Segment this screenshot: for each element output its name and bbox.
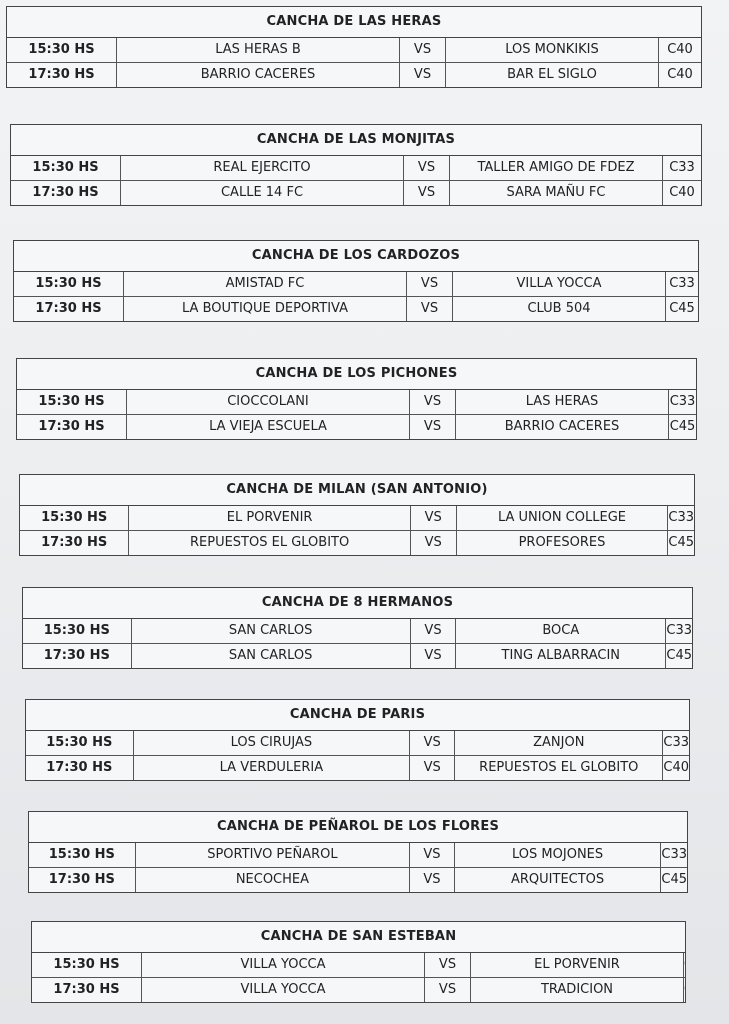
field-block-8-hermanos — [22, 587, 693, 669]
match-time: 17:30 HS — [29, 868, 136, 892]
home-team: LA VERDULERIA — [134, 756, 411, 780]
home-team: REAL EJERCITO — [121, 156, 404, 180]
away-team: LOS MOJONES — [455, 843, 662, 867]
home-team: REPUESTOS EL GLOBITO — [129, 531, 410, 555]
away-team: REPUESTOS EL GLOBITO — [455, 756, 663, 780]
home-team: CALLE 14 FC — [121, 181, 404, 205]
home-team: NECOCHEA — [136, 868, 410, 892]
away-team: LOS MONKIKIS — [446, 38, 659, 62]
match-time: 15:30 HS — [32, 953, 142, 977]
match-time: 15:30 HS — [26, 731, 134, 755]
field-title: CANCHA DE LOS PICHONES — [17, 359, 696, 390]
vs-label: VS — [411, 644, 456, 668]
match-row — [17, 415, 696, 439]
field-title: CANCHA DE 8 HERMANOS — [23, 588, 692, 619]
vs-label: VS — [425, 978, 471, 1002]
field-title: CANCHA DE PEÑAROL DE LOS FLORES — [29, 812, 687, 843]
category: C45 — [666, 648, 692, 663]
category — [684, 978, 685, 1002]
away-team: BOCA — [456, 619, 666, 643]
away-team: BARRIO CACERES — [456, 415, 669, 439]
field-block-paris — [25, 699, 690, 781]
category: C33 — [669, 160, 695, 175]
home-team: SAN CARLOS — [132, 619, 411, 643]
match-row — [32, 978, 685, 1002]
home-team: LAS HERAS B — [117, 38, 400, 62]
field-title: CANCHA DE LOS CARDOZOS — [14, 241, 698, 272]
match-row — [29, 843, 687, 868]
category: C45 — [668, 535, 694, 550]
match-row — [32, 953, 685, 978]
field-block-los-cardozos — [13, 240, 699, 322]
match-time: 15:30 HS — [23, 619, 132, 643]
match-time: 17:30 HS — [32, 978, 142, 1002]
match-row — [20, 506, 694, 531]
vs-label: VS — [407, 272, 453, 296]
match-row — [23, 619, 692, 644]
away-team: PROFESORES — [457, 531, 669, 555]
away-team: TALLER AMIGO DE FDEZ — [450, 156, 663, 180]
home-team: SAN CARLOS — [132, 644, 411, 668]
away-team: BAR EL SIGLO — [446, 63, 659, 87]
away-team: TRADICION — [471, 978, 684, 1002]
away-team: ZANJON — [455, 731, 663, 755]
category: C33 — [663, 735, 690, 750]
home-team: CIOCCOLANI — [127, 390, 410, 414]
match-row — [17, 390, 696, 415]
field-block-san-esteban — [31, 921, 686, 1003]
home-team: LA BOUTIQUE DEPORTIVA — [124, 297, 407, 321]
category: C33 — [669, 276, 695, 291]
away-team: LA UNION COLLEGE — [457, 506, 669, 530]
vs-label: VS — [410, 731, 455, 755]
match-row — [14, 272, 698, 297]
match-time: 17:30 HS — [23, 644, 132, 668]
match-time: 15:30 HS — [14, 272, 124, 296]
match-time: 17:30 HS — [11, 181, 121, 205]
category: C45 — [669, 419, 696, 434]
category: C45 — [669, 301, 695, 316]
category: C33 — [666, 623, 692, 638]
category: C33 — [661, 847, 687, 862]
match-row — [26, 731, 689, 756]
match-row — [20, 531, 694, 555]
home-team: SPORTIVO PEÑAROL — [136, 843, 410, 867]
field-block-las-monjitas — [10, 124, 702, 206]
home-team: VILLA YOCCA — [142, 978, 425, 1002]
match-row — [11, 156, 701, 181]
category: C40 — [663, 760, 690, 775]
match-time: 15:30 HS — [20, 506, 129, 530]
away-team: EL PORVENIR — [471, 953, 684, 977]
match-row — [11, 181, 701, 205]
vs-label: VS — [404, 181, 450, 205]
vs-label: VS — [400, 63, 446, 87]
home-team: LOS CIRUJAS — [134, 731, 411, 755]
vs-label: VS — [400, 38, 446, 62]
vs-label: VS — [410, 843, 455, 867]
vs-label: VS — [411, 619, 456, 643]
vs-label: VS — [410, 390, 456, 414]
vs-label: VS — [411, 506, 457, 530]
home-team: AMISTAD FC — [124, 272, 407, 296]
field-title: CANCHA DE PARIS — [26, 700, 689, 731]
match-row — [7, 63, 701, 87]
match-time: 17:30 HS — [14, 297, 124, 321]
field-title: CANCHA DE SAN ESTEBAN — [32, 922, 685, 953]
vs-label: VS — [407, 297, 453, 321]
vs-label: VS — [411, 531, 457, 555]
match-time: 17:30 HS — [17, 415, 127, 439]
category: C33 — [669, 394, 696, 409]
field-block-penarol-de-los-flores — [28, 811, 688, 893]
vs-label: VS — [410, 756, 455, 780]
away-team: SARA MAÑU FC — [450, 181, 663, 205]
home-team: EL PORVENIR — [129, 506, 410, 530]
home-team: LA VIEJA ESCUELA — [127, 415, 410, 439]
away-team: TING ALBARRACIN — [456, 644, 666, 668]
vs-label: VS — [410, 868, 455, 892]
match-time: 17:30 HS — [26, 756, 134, 780]
away-team: CLUB 504 — [453, 297, 666, 321]
away-team: ARQUITECTOS — [455, 868, 662, 892]
category — [684, 953, 685, 977]
category: C45 — [661, 872, 687, 887]
match-time: 17:30 HS — [7, 63, 117, 87]
match-row — [29, 868, 687, 892]
match-time: 15:30 HS — [17, 390, 127, 414]
match-time: 15:30 HS — [7, 38, 117, 62]
match-row — [23, 644, 692, 668]
home-team: VILLA YOCCA — [142, 953, 425, 977]
category: C40 — [667, 42, 693, 57]
vs-label: VS — [404, 156, 450, 180]
away-team: LAS HERAS — [456, 390, 669, 414]
away-team: VILLA YOCCA — [453, 272, 666, 296]
category: C33 — [668, 510, 694, 525]
field-block-los-pichones — [16, 358, 697, 440]
field-block-las-heras — [6, 6, 702, 88]
category: C40 — [669, 185, 695, 200]
field-title: CANCHA DE LAS HERAS — [7, 7, 701, 38]
match-time: 15:30 HS — [11, 156, 121, 180]
match-time: 17:30 HS — [20, 531, 129, 555]
home-team: BARRIO CACERES — [117, 63, 400, 87]
field-title: CANCHA DE MILAN (SAN ANTONIO) — [20, 475, 694, 506]
match-row — [14, 297, 698, 321]
match-row — [26, 756, 689, 780]
field-block-milan — [19, 474, 695, 556]
category: C40 — [667, 67, 693, 82]
match-time: 15:30 HS — [29, 843, 136, 867]
vs-label: VS — [410, 415, 456, 439]
vs-label: VS — [425, 953, 471, 977]
match-row — [7, 38, 701, 63]
field-title: CANCHA DE LAS MONJITAS — [11, 125, 701, 156]
